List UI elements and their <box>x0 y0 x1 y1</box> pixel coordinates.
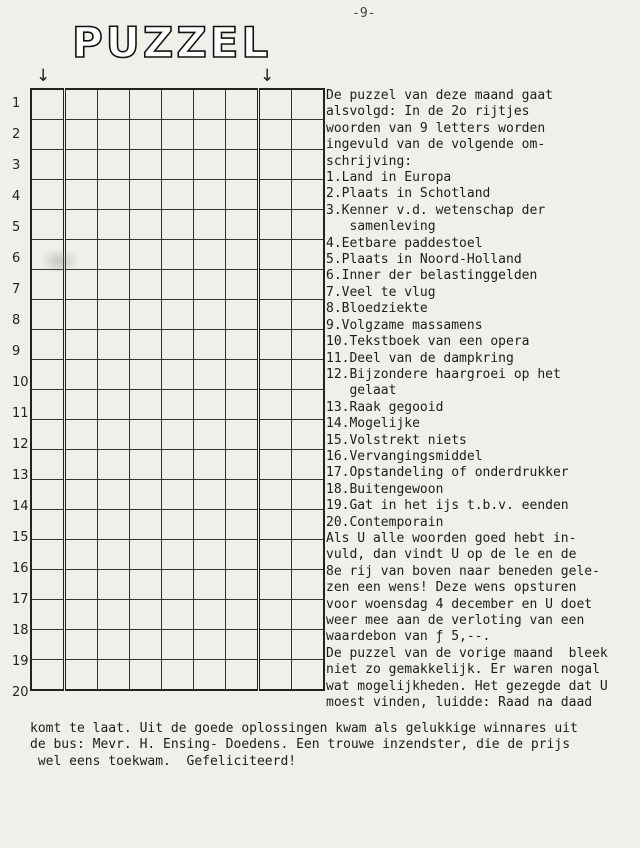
grid-cell[interactable] <box>98 630 130 660</box>
grid-cell[interactable] <box>31 540 65 570</box>
grid-cell[interactable] <box>162 210 194 240</box>
grid-cell[interactable] <box>226 570 259 600</box>
grid-row <box>31 330 324 360</box>
clue-item: 1.Land in Europa <box>326 170 452 186</box>
grid-cell[interactable] <box>292 540 325 570</box>
grid-row <box>31 150 324 180</box>
outro-line: weer mee aan de verloting van een <box>326 613 585 628</box>
grid-cell[interactable] <box>31 180 65 210</box>
grid-cell[interactable] <box>162 570 194 600</box>
row-number: 9 <box>12 344 21 359</box>
grid-cell[interactable] <box>130 480 162 510</box>
grid-cell[interactable] <box>98 120 130 150</box>
grid-cell[interactable] <box>162 480 194 510</box>
grid-cell[interactable] <box>226 180 259 210</box>
grid-cell[interactable] <box>259 390 292 420</box>
row-number: 11 <box>12 406 29 421</box>
grid-cell[interactable] <box>226 660 259 691</box>
intro-text <box>326 88 626 170</box>
row-number: 15 <box>12 530 29 545</box>
grid-cell[interactable] <box>162 150 194 180</box>
grid-cell[interactable] <box>226 89 259 120</box>
grid-cell[interactable] <box>31 600 65 630</box>
row-number: 18 <box>12 623 29 638</box>
clue-item: 13.Raak gegooid <box>326 399 444 415</box>
grid-cell[interactable] <box>226 600 259 630</box>
grid-cell[interactable] <box>130 570 162 600</box>
grid-row <box>31 120 324 150</box>
row-number: 4 <box>12 189 21 204</box>
grid-cell[interactable] <box>162 450 194 480</box>
grid-cell[interactable] <box>130 330 162 360</box>
outro-line: Als U alle woorden goed hebt in- <box>326 530 577 546</box>
clue-item: 9.Volgzame massamens <box>326 317 483 333</box>
grid-row <box>31 390 324 420</box>
grid-cell[interactable] <box>194 180 226 210</box>
grid-cell[interactable] <box>226 150 259 180</box>
grid-row <box>31 510 324 540</box>
grid-cell[interactable] <box>130 540 162 570</box>
grid-cell[interactable] <box>194 300 226 330</box>
grid-cell[interactable] <box>292 420 325 450</box>
grid-cell[interactable] <box>162 240 194 270</box>
grid-cell[interactable] <box>31 450 65 480</box>
grid-cell[interactable] <box>292 180 325 210</box>
grid-cell[interactable] <box>162 630 194 660</box>
clue-item: 19.Gat in het ijs t.b.v. eenden <box>326 498 569 514</box>
row-number: 17 <box>12 592 29 607</box>
grid-cell[interactable] <box>31 89 65 120</box>
grid-row <box>31 420 324 450</box>
outro-line: voor woensdag 4 december en U doet <box>326 596 593 612</box>
grid-cell[interactable] <box>259 450 292 480</box>
row-number: 1 <box>12 96 21 111</box>
row-number: 3 <box>12 158 21 173</box>
grid-cell[interactable] <box>194 450 226 480</box>
grid-cell[interactable] <box>98 240 130 270</box>
grid-cell[interactable] <box>162 390 194 420</box>
grid-cell[interactable] <box>162 89 194 120</box>
outro-line: wat mogelijkheden. Het gezegde dat U <box>326 678 608 694</box>
grid-cell[interactable] <box>130 660 162 691</box>
clue-item: 16.Vervangingsmiddel <box>326 448 483 464</box>
grid-cell[interactable] <box>194 480 226 510</box>
grid-cell[interactable] <box>65 120 98 150</box>
grid-cell[interactable] <box>194 150 226 180</box>
grid-cell[interactable] <box>31 300 65 330</box>
grid-cell[interactable] <box>98 300 130 330</box>
grid-cell[interactable] <box>226 450 259 480</box>
clue-item: 15.Volstrekt niets <box>326 432 467 448</box>
grid-cell[interactable] <box>65 150 98 180</box>
grid-cell[interactable] <box>130 180 162 210</box>
grid-cell[interactable] <box>292 450 325 480</box>
grid-row <box>31 89 324 120</box>
grid-cell[interactable] <box>162 180 194 210</box>
grid-row <box>31 450 324 480</box>
grid-cell[interactable] <box>162 270 194 300</box>
grid-cell[interactable] <box>194 120 226 150</box>
grid-cell[interactable] <box>259 180 292 210</box>
grid-cell[interactable] <box>259 480 292 510</box>
grid-cell[interactable] <box>65 360 98 390</box>
grid-cell[interactable] <box>130 390 162 420</box>
grid-cell[interactable] <box>292 330 325 360</box>
grid-cell[interactable] <box>226 300 259 330</box>
grid-cell[interactable] <box>259 600 292 630</box>
grid-cell[interactable] <box>65 540 98 570</box>
outro-line: 8e rij van boven naar beneden gele- <box>326 563 600 579</box>
grid-cell[interactable] <box>292 300 325 330</box>
clue-item: 11.Deel van de dampkring <box>326 350 514 366</box>
clue-item: 12.Bijzondere haargroei op het <box>326 366 561 382</box>
grid-cell[interactable] <box>31 360 65 390</box>
grid-cell[interactable] <box>98 270 130 300</box>
outro-line: niet zo gemakkelijk. Er waren nogal <box>326 662 600 678</box>
closing-line: komt te laat. Uit de goede oplossingen kwam als gelukkige winnares uit <box>30 721 578 736</box>
grid-cell[interactable] <box>259 570 292 600</box>
closing-line: wel eens toekwam. Gefeliciteerd! <box>30 753 297 769</box>
grid-row <box>31 570 324 600</box>
clue-item: 14.Mogelijke <box>326 416 420 432</box>
grid-cell[interactable] <box>226 630 259 660</box>
grid-cell[interactable] <box>130 510 162 540</box>
grid-cell[interactable] <box>226 210 259 240</box>
grid-cell[interactable] <box>292 89 325 120</box>
grid-cell[interactable] <box>259 330 292 360</box>
grid-cell[interactable] <box>31 330 65 360</box>
grid-cell[interactable] <box>194 210 226 240</box>
grid-cell[interactable] <box>292 270 325 300</box>
grid-cell[interactable] <box>259 120 292 150</box>
grid-cell[interactable] <box>31 630 65 660</box>
arrow-down-icon-column-8: ↓ <box>260 66 275 86</box>
grid-cell[interactable] <box>292 120 325 150</box>
grid-cell[interactable] <box>292 210 325 240</box>
grid-cell[interactable] <box>98 540 130 570</box>
grid-cell[interactable] <box>259 270 292 300</box>
grid-cell[interactable] <box>226 510 259 540</box>
grid-row <box>31 360 324 390</box>
grid-cell[interactable] <box>130 600 162 630</box>
instructions-column <box>326 88 626 711</box>
grid-cell[interactable] <box>226 120 259 150</box>
clue-list <box>326 170 626 531</box>
grid-cell[interactable] <box>162 540 194 570</box>
grid-cell[interactable] <box>226 330 259 360</box>
grid-cell[interactable] <box>292 390 325 420</box>
grid-cell[interactable] <box>292 570 325 600</box>
grid-cell[interactable] <box>194 600 226 630</box>
grid-cell[interactable] <box>194 270 226 300</box>
grid-cell[interactable] <box>226 270 259 300</box>
row-number: 14 <box>12 499 29 514</box>
closing-line: de bus: Mevr. H. Ensing- Doedens. Een trouwe inzendster, die de prijs <box>30 737 571 753</box>
grid-cell[interactable] <box>292 360 325 390</box>
intro-line: De puzzel van deze maand gaat <box>326 88 553 103</box>
grid-cell[interactable] <box>98 390 130 420</box>
clue-item: 5.Plaats in Noord-Holland <box>326 252 522 268</box>
grid-cell[interactable] <box>130 630 162 660</box>
outro-line: waardebon van ƒ 5,--. <box>326 629 491 645</box>
row-number: 10 <box>12 375 29 390</box>
grid-cell[interactable] <box>292 510 325 540</box>
grid-cell[interactable] <box>194 360 226 390</box>
row-number: 13 <box>12 468 29 483</box>
row-number: 16 <box>12 561 29 576</box>
clue-item: 18.Buitengewoon <box>326 481 444 497</box>
grid-cell[interactable] <box>194 330 226 360</box>
row-number: 7 <box>12 282 21 297</box>
grid-cell[interactable] <box>259 150 292 180</box>
grid-cell[interactable] <box>130 360 162 390</box>
grid-cell[interactable] <box>162 120 194 150</box>
row-number: 8 <box>12 313 21 328</box>
grid-cell[interactable] <box>98 660 130 691</box>
grid-cell[interactable] <box>65 420 98 450</box>
grid-cell[interactable] <box>98 150 130 180</box>
grid-cell[interactable] <box>259 540 292 570</box>
grid-cell[interactable] <box>98 510 130 540</box>
grid-cell[interactable] <box>98 600 130 630</box>
grid-cell[interactable] <box>98 480 130 510</box>
arrow-down-icon-column-1: ↓ <box>36 66 51 86</box>
grid-row <box>31 600 324 630</box>
grid-cell[interactable] <box>98 330 130 360</box>
grid-cell[interactable] <box>130 420 162 450</box>
grid-cell[interactable] <box>259 630 292 660</box>
grid-cell[interactable] <box>98 89 130 120</box>
grid-row <box>31 210 324 240</box>
grid-cell[interactable] <box>194 510 226 540</box>
grid-cell[interactable] <box>226 240 259 270</box>
grid-cell[interactable] <box>226 540 259 570</box>
grid-cell[interactable] <box>226 360 259 390</box>
grid-cell[interactable] <box>194 240 226 270</box>
row-number: 2 <box>12 127 21 142</box>
clue-item: 4.Eetbare paddestoel <box>326 235 483 251</box>
outro-line: vuld, dan vindt U op de le en de <box>326 547 577 563</box>
grid-cell[interactable] <box>292 600 325 630</box>
outro-line: De puzzel van de vorige maand bleek <box>326 645 608 661</box>
grid-cell[interactable] <box>98 570 130 600</box>
grid-cell[interactable] <box>130 450 162 480</box>
grid-cell[interactable] <box>194 570 226 600</box>
grid-cell[interactable] <box>65 600 98 630</box>
grid-cell[interactable] <box>162 300 194 330</box>
grid-cell[interactable] <box>31 210 65 240</box>
row-number: 6 <box>12 251 21 266</box>
grid-cell[interactable] <box>292 660 325 691</box>
page-title: PUZZEL <box>72 18 272 67</box>
grid-cell[interactable] <box>65 450 98 480</box>
grid-cell[interactable] <box>162 600 194 630</box>
grid-cell[interactable] <box>31 270 65 300</box>
grid-cell[interactable] <box>162 510 194 540</box>
grid-cell[interactable] <box>65 390 98 420</box>
intro-line: alsvolgd: In de 2o rijtjes <box>326 104 530 120</box>
grid-row <box>31 180 324 210</box>
grid-cell[interactable] <box>98 450 130 480</box>
grid-cell[interactable] <box>194 630 226 660</box>
grid-cell[interactable] <box>130 210 162 240</box>
row-number: 19 <box>12 654 29 669</box>
grid-cell[interactable] <box>130 150 162 180</box>
clue-item: 17.Opstandeling of onderdrukker <box>326 465 569 481</box>
grid-cell[interactable] <box>65 89 98 120</box>
page-number: -9- <box>352 6 376 21</box>
grid-cell[interactable] <box>65 570 98 600</box>
grid-cell[interactable] <box>130 300 162 330</box>
grid-cell[interactable] <box>194 540 226 570</box>
row-number: 5 <box>12 220 21 235</box>
grid-cell[interactable] <box>194 390 226 420</box>
row-number: 20 <box>12 685 29 700</box>
grid-cell[interactable] <box>130 270 162 300</box>
grid-cell[interactable] <box>98 420 130 450</box>
grid-cell[interactable] <box>31 660 65 691</box>
grid-cell[interactable] <box>130 240 162 270</box>
grid-row <box>31 270 324 300</box>
grid-cell[interactable] <box>194 420 226 450</box>
grid-cell[interactable] <box>31 510 65 540</box>
grid-cell[interactable] <box>259 89 292 120</box>
clue-item: samenleving <box>326 219 436 235</box>
grid-cell[interactable] <box>162 330 194 360</box>
grid-cell[interactable] <box>98 180 130 210</box>
clue-item: 2.Plaats in Schotland <box>326 186 491 202</box>
puzzle-grid <box>30 88 325 691</box>
grid-cell[interactable] <box>292 630 325 660</box>
closing-text <box>30 721 630 770</box>
grid-cell[interactable] <box>162 420 194 450</box>
grid-cell[interactable] <box>259 300 292 330</box>
intro-line: woorden van 9 letters worden <box>326 120 546 136</box>
clue-item: 6.Inner der belastinggelden <box>326 268 538 284</box>
grid-cell[interactable] <box>292 240 325 270</box>
grid-cell[interactable] <box>65 480 98 510</box>
grid-cell[interactable] <box>292 480 325 510</box>
grid-cell[interactable] <box>194 89 226 120</box>
grid-cell[interactable] <box>65 300 98 330</box>
clue-item: 7.Veel te vlug <box>326 284 436 300</box>
grid-cell[interactable] <box>226 420 259 450</box>
grid-cell[interactable] <box>31 420 65 450</box>
ink-smudge <box>40 248 80 274</box>
grid-cell[interactable] <box>65 180 98 210</box>
grid-row <box>31 630 324 660</box>
grid-cell[interactable] <box>259 240 292 270</box>
grid-cell[interactable] <box>98 210 130 240</box>
grid-cell[interactable] <box>98 360 130 390</box>
grid-row <box>31 660 324 691</box>
grid-cell[interactable] <box>130 89 162 120</box>
grid-cell[interactable] <box>65 330 98 360</box>
grid-cell[interactable] <box>292 150 325 180</box>
grid-cell[interactable] <box>226 480 259 510</box>
grid-cell[interactable] <box>65 630 98 660</box>
outro-line: moest vinden, luidde: Raad na daad <box>326 695 593 711</box>
grid-cell[interactable] <box>65 270 98 300</box>
clue-item: gelaat <box>326 383 397 399</box>
grid-cell[interactable] <box>31 150 65 180</box>
grid-cell[interactable] <box>259 510 292 540</box>
outro-line: zen een wens! Deze wens opsturen <box>326 580 577 596</box>
grid-cell[interactable] <box>65 210 98 240</box>
grid-cell[interactable] <box>31 480 65 510</box>
grid-cell[interactable] <box>31 390 65 420</box>
grid-cell[interactable] <box>65 660 98 691</box>
grid-cell[interactable] <box>226 390 259 420</box>
row-number: 12 <box>12 437 29 452</box>
grid-cell[interactable] <box>31 570 65 600</box>
grid-row <box>31 540 324 570</box>
grid-cell[interactable] <box>259 210 292 240</box>
grid-cell[interactable] <box>31 120 65 150</box>
clue-item: 3.Kenner v.d. wetenschap der <box>326 202 546 218</box>
grid-cell[interactable] <box>259 360 292 390</box>
grid-cell[interactable] <box>65 510 98 540</box>
grid-cell[interactable] <box>130 120 162 150</box>
grid-cell[interactable] <box>162 660 194 691</box>
intro-line: ingevuld van de volgende om- <box>326 137 546 153</box>
intro-line: schrijving: <box>326 153 413 169</box>
clue-item: 10.Tekstboek van een opera <box>326 334 530 350</box>
grid-cell[interactable] <box>162 360 194 390</box>
clue-item: 20.Contemporain <box>326 514 444 530</box>
grid-cell[interactable] <box>259 660 292 691</box>
grid-row <box>31 300 324 330</box>
grid-cell[interactable] <box>194 660 226 691</box>
outro-text <box>326 531 626 711</box>
grid-row <box>31 480 324 510</box>
clue-item: 8.Bloedziekte <box>326 301 428 317</box>
grid-cell[interactable] <box>259 420 292 450</box>
